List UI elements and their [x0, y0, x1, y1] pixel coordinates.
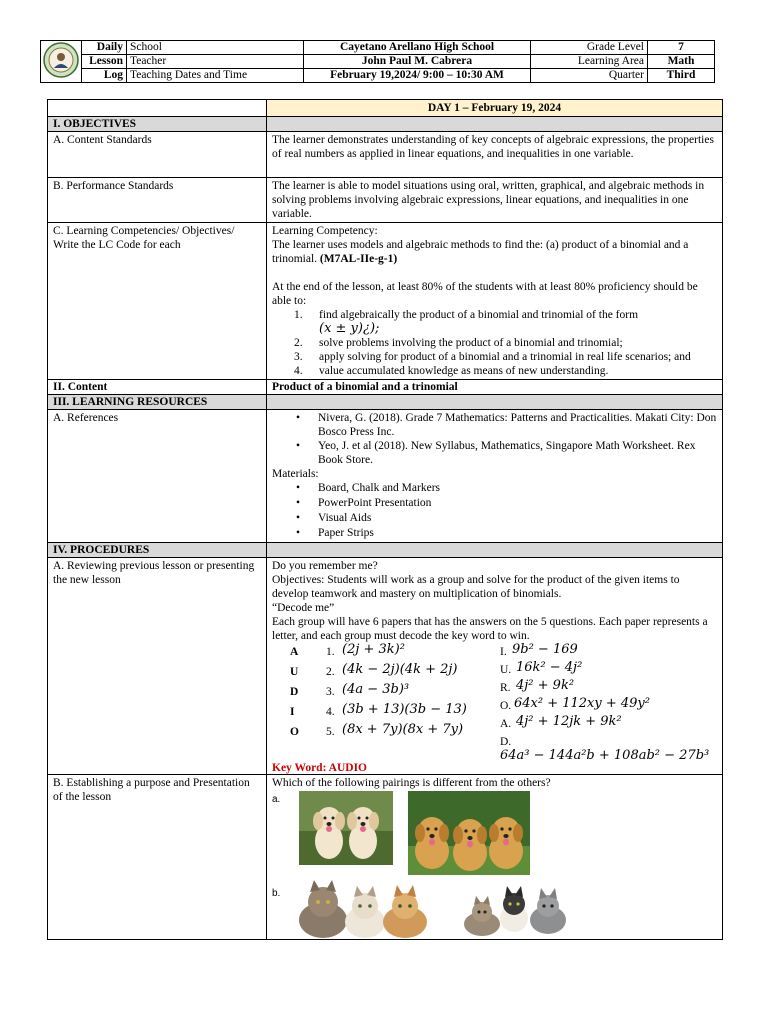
competencies-label: C. Learning Competencies/ Objectives/ Write the LC Code for each — [48, 223, 267, 380]
answers-list — [500, 642, 720, 763]
decode-grid — [272, 643, 717, 773]
question-number: 2. — [326, 666, 335, 678]
procedure-b-question: Which of the following pairings is different from the others? — [272, 777, 551, 789]
procedure-a-cell — [267, 558, 723, 775]
procedure-a-instructions: Each group will have 6 papers that has the answers on the 5 questions. Each paper represents a letter, and each group must decode the key word to win. — [272, 616, 708, 642]
day-heading: DAY 1 – February 19, 2024 — [267, 100, 723, 117]
option-a-label: a. — [272, 794, 281, 805]
objective-text: solve problems involving the product of a binomial and trinomial; — [319, 337, 623, 349]
answer-expression: 16k² − 4j² — [516, 660, 583, 675]
teacher-label: Teacher — [127, 55, 304, 69]
answer-letter: U. — [500, 664, 512, 676]
material-item: • Board, Chalk and Markers — [294, 481, 717, 496]
quarter-value: Third — [648, 69, 715, 83]
competency-title: Learning Competency: — [272, 225, 378, 237]
question-expression: (4a − 3b)³ — [342, 682, 410, 697]
procedures-heading: IV. PROCEDURES — [48, 543, 267, 558]
procedure-b-label: B. Establishing a purpose and Presentation of the lesson — [48, 775, 267, 940]
resources-heading: III. LEARNING RESOURCES — [48, 395, 267, 410]
procedure-a-objectives: Objectives: Students will work as a group and solve for the product of the given items to develop teamwork and mastery on multiplication of binomials. — [272, 574, 680, 600]
objective-item — [294, 336, 717, 350]
material-item: • Paper Strips — [294, 526, 717, 541]
three-kittens-image — [452, 880, 582, 938]
answer-expression: 4j² + 9k² — [516, 678, 575, 693]
school-value: Cayetano Arellano High School — [304, 41, 531, 55]
objective-item — [294, 364, 717, 378]
content-standards-label: A. Content Standards — [48, 132, 267, 178]
section-fill — [267, 543, 723, 558]
competency-text — [272, 238, 717, 266]
answer-expression: 64a³ − 144a²b + 108ab² − 27b³ — [500, 748, 710, 763]
school-logo-cell — [41, 41, 82, 83]
answer-expression: 64x² + 112xy + 49y² — [514, 696, 650, 711]
day-empty-cell — [48, 100, 267, 117]
three-puppies-image — [408, 791, 530, 875]
objectives-list — [272, 308, 717, 378]
references-list — [272, 411, 717, 467]
question-number: 1. — [326, 646, 335, 658]
materials-label: Materials: — [272, 468, 319, 480]
question-letter: U — [290, 666, 299, 678]
answer-letter: O. — [500, 700, 512, 712]
objective-item — [294, 350, 717, 364]
competency-statement: The learner uses models and algebraic methods to find the: (a) product of a binomial and a trinomial. — [272, 239, 689, 265]
dll-word-lesson: Lesson — [82, 55, 127, 69]
references-cell — [267, 410, 723, 543]
procedure-b-cell — [267, 775, 723, 940]
objective-text: value accumulated knowledge as means of new understanding. — [319, 365, 609, 377]
reference-item: • Nivera, G. (2018). Grade 7 Mathematics: Patterns and Practicalities. Makati City: Don Bosco Press Inc. — [294, 411, 717, 439]
lc-code: (M7AL-IIe-g-1) — [319, 253, 398, 265]
dll-word-daily: Daily — [82, 41, 127, 55]
question-expression: (8x + 7y)(8x + 7y) — [342, 722, 464, 737]
quarter-label: Quarter — [531, 69, 648, 83]
procedure-a-game: “Decode me” — [272, 602, 335, 614]
materials-list — [272, 481, 717, 541]
procedure-a-title: Do you remember me? — [272, 560, 378, 572]
dll-word-log: Log — [82, 69, 127, 83]
objectives-heading: I. OBJECTIVES — [48, 117, 267, 132]
question-number: 4. — [326, 706, 335, 718]
question-expression: (4k − 2j)(4k + 2j) — [342, 662, 458, 677]
answer-row — [500, 735, 720, 749]
answer-letter: I. — [500, 646, 507, 658]
key-word: Key Word: AUDIO — [272, 762, 367, 774]
competencies-cell — [267, 223, 723, 380]
school-label: School — [127, 41, 304, 55]
grade-level-label: Grade Level — [531, 41, 648, 55]
content-value: Product of a binomial and a trinomial — [267, 380, 723, 395]
question-row — [290, 722, 490, 745]
answer-row — [500, 714, 720, 735]
objective-text: find algebraically the product of a binomial and trinomial of the form — [319, 309, 639, 321]
performance-standards-label: B. Performance Standards — [48, 178, 267, 223]
objective-formula: (x ± y)¿); — [319, 321, 380, 336]
question-expression: (3b + 13)(3b − 13) — [342, 702, 467, 717]
objective-item — [294, 308, 717, 336]
grade-level-value: 7 — [648, 41, 715, 55]
lesson-plan-table — [47, 99, 723, 940]
content-label: II. Content — [48, 380, 267, 395]
learning-area-value: Math — [648, 55, 715, 69]
performance-standards-text: The learner is able to model situations using oral, written, graphical, and algebraic methods in solving problems involving algebraic expressions, linear equations, and inequalities in one variable. — [267, 178, 723, 223]
question-letter: A — [290, 646, 299, 658]
answer-letter: R. — [500, 682, 511, 694]
learning-area-label: Learning Area — [531, 55, 648, 69]
references-label: A. References — [48, 410, 267, 543]
objective-number: 3. — [294, 351, 303, 363]
two-puppies-image — [299, 791, 393, 865]
three-cats-image — [295, 880, 435, 938]
teaching-dates-value: February 19,2024/ 9:00 – 10:30 AM — [304, 69, 531, 83]
question-number: 5. — [326, 726, 335, 738]
section-fill — [267, 117, 723, 132]
procedure-a-label: A. Reviewing previous lesson or presenting the new lesson — [48, 558, 267, 775]
answer-expression: 4j² + 12jk + 9k² — [516, 714, 622, 729]
answer-letter: D. — [500, 736, 512, 748]
option-b-label: b. — [272, 888, 281, 899]
question-letter: I — [290, 706, 295, 718]
teaching-dates-label: Teaching Dates and Time — [127, 69, 304, 83]
content-standards-text: The learner demonstrates understanding of key concepts of algebraic expressions, the properties of real numbers as applied in linear equations, and inequalities in one variable. — [267, 132, 723, 178]
question-letter: O — [290, 726, 299, 738]
lesson-intro: At the end of the lesson, at least 80% of the students with at least 80% proficiency should be able to: — [272, 281, 698, 307]
school-seal-icon — [43, 42, 79, 78]
objective-number: 4. — [294, 365, 303, 377]
material-item: • PowerPoint Presentation — [294, 496, 717, 511]
objective-number: 2. — [294, 337, 303, 349]
reference-item: • Yeo, J. et al (2018). New Syllabus, Mathematics, Singapore Math Worksheet. Rex Book Store. — [294, 439, 717, 467]
question-expression: (2j + 3k)² — [342, 642, 405, 657]
teacher-value: John Paul M. Cabrera — [304, 55, 531, 69]
objective-text: apply solving for product of a binomial and a trinomial in real life scenarios; and — [319, 351, 691, 363]
questions-list — [290, 642, 490, 745]
material-item: • Visual Aids — [294, 511, 717, 526]
question-letter: D — [290, 686, 299, 698]
header-table — [40, 40, 715, 83]
answer-expression: 9b² − 169 — [512, 642, 578, 657]
question-number: 3. — [326, 686, 335, 698]
answer-d-expression-row — [500, 749, 720, 763]
section-fill — [267, 395, 723, 410]
objective-number: 1. — [294, 309, 303, 321]
answer-letter: A. — [500, 718, 512, 730]
